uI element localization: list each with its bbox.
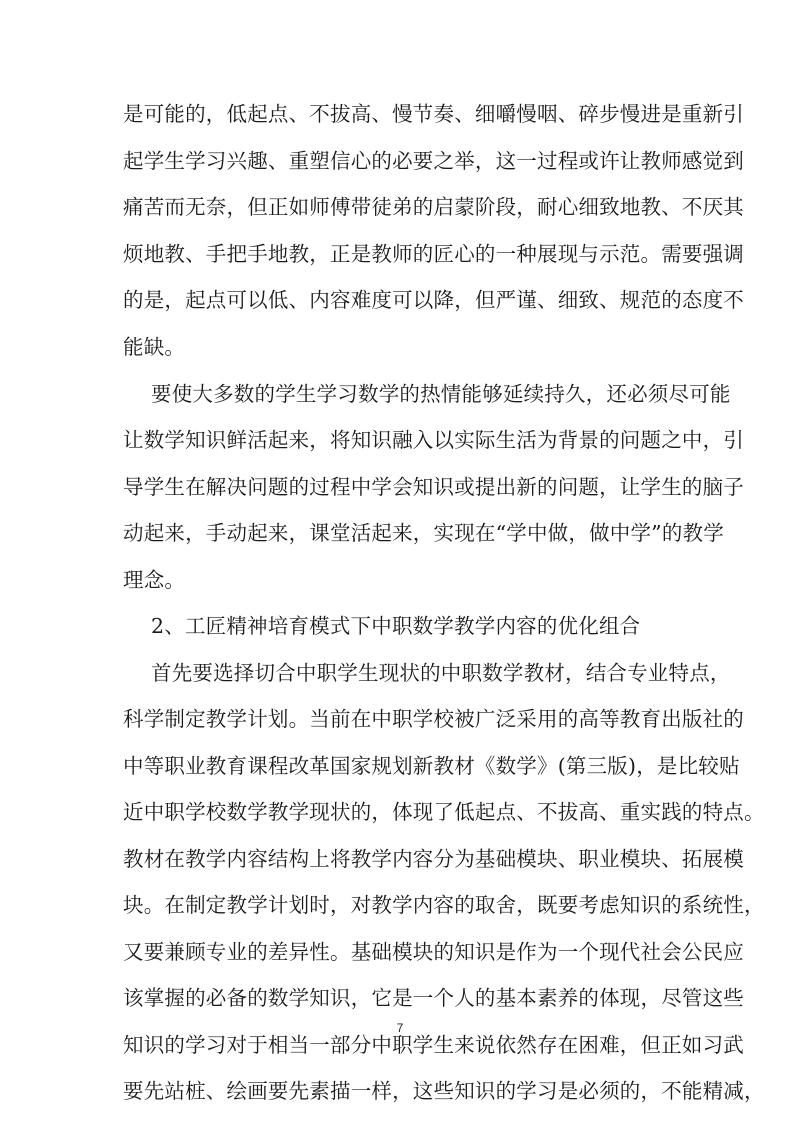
text-line: 科学制定教学计划。当前在中职学校被广泛采用的高等教育出版社的	[123, 707, 744, 731]
text-line: 块。在制定教学计划时，对教学内容的取舍，既要考虑知识的系统性，	[123, 893, 765, 917]
text-line: 烦地教、手把手地教，正是教师的匠心的一种展现与示范。需要强调	[123, 242, 744, 266]
text-line: 让数学知识鲜活起来，将知识融入以实际生活为背景的问题之中，引	[123, 428, 744, 452]
text-line: 导学生在解决问题的过程中学会知识或提出新的问题，让学生的脑子	[123, 475, 744, 499]
text-line: 痛苦而无奈，但正如师傅带徒弟的启蒙阶段，耐心细致地教、不厌其	[123, 195, 744, 219]
text-line: 中等职业教育课程改革国家规划新教材《数学》(第三版)，是比较贴	[123, 754, 740, 778]
section-heading: 2、工匠精神培育模式下中职数学教学内容的优化组合	[151, 614, 641, 638]
text-line: 起学生学习兴趣、重塑信心的必要之举，这一过程或许让教师感觉到	[123, 149, 744, 173]
text-line: 首先要选择切合中职学生现状的中职数学教材，结合专业特点，	[151, 661, 731, 685]
text-line: 又要兼顾专业的差异性。基础模块的知识是作为一个现代社会公民应	[123, 940, 744, 964]
text-line: 近中职学校数学教学现状的，体现了低起点、不拔高、重实践的特点。	[123, 800, 765, 824]
page-number: 7	[396, 1021, 404, 1035]
text-line: 教材在教学内容结构上将教学内容分为基础模块、职业模块、拓展模	[123, 847, 744, 871]
text-line: 知识的学习对于相当一部分中职学生来说依然存在困难，但正如习武	[123, 1033, 744, 1057]
text-line: 该掌握的必备的数学知识，它是一个人的基本素养的体现，尽管这些	[123, 986, 744, 1010]
text-line: 动起来，手动起来，课堂活起来，实现在“学中做，做中学”的教学	[123, 521, 724, 545]
text-line: 是可能的，低起点、不拔高、慢节奏、细嚼慢咽、碎步慢进是重新引	[123, 102, 744, 126]
text-line: 要使大多数的学生学习数学的热情能够延续持久，还必须尽可能	[151, 382, 731, 406]
text-line: 的是，起点可以低、内容难度可以降，但严谨、细致、规范的态度不	[123, 288, 744, 312]
text-line: 要先站桩、绘画要先素描一样，这些知识的学习是必须的，不能精减，	[123, 1079, 765, 1103]
text-line: 能缺。	[123, 335, 186, 359]
text-line: 理念。	[123, 568, 186, 592]
